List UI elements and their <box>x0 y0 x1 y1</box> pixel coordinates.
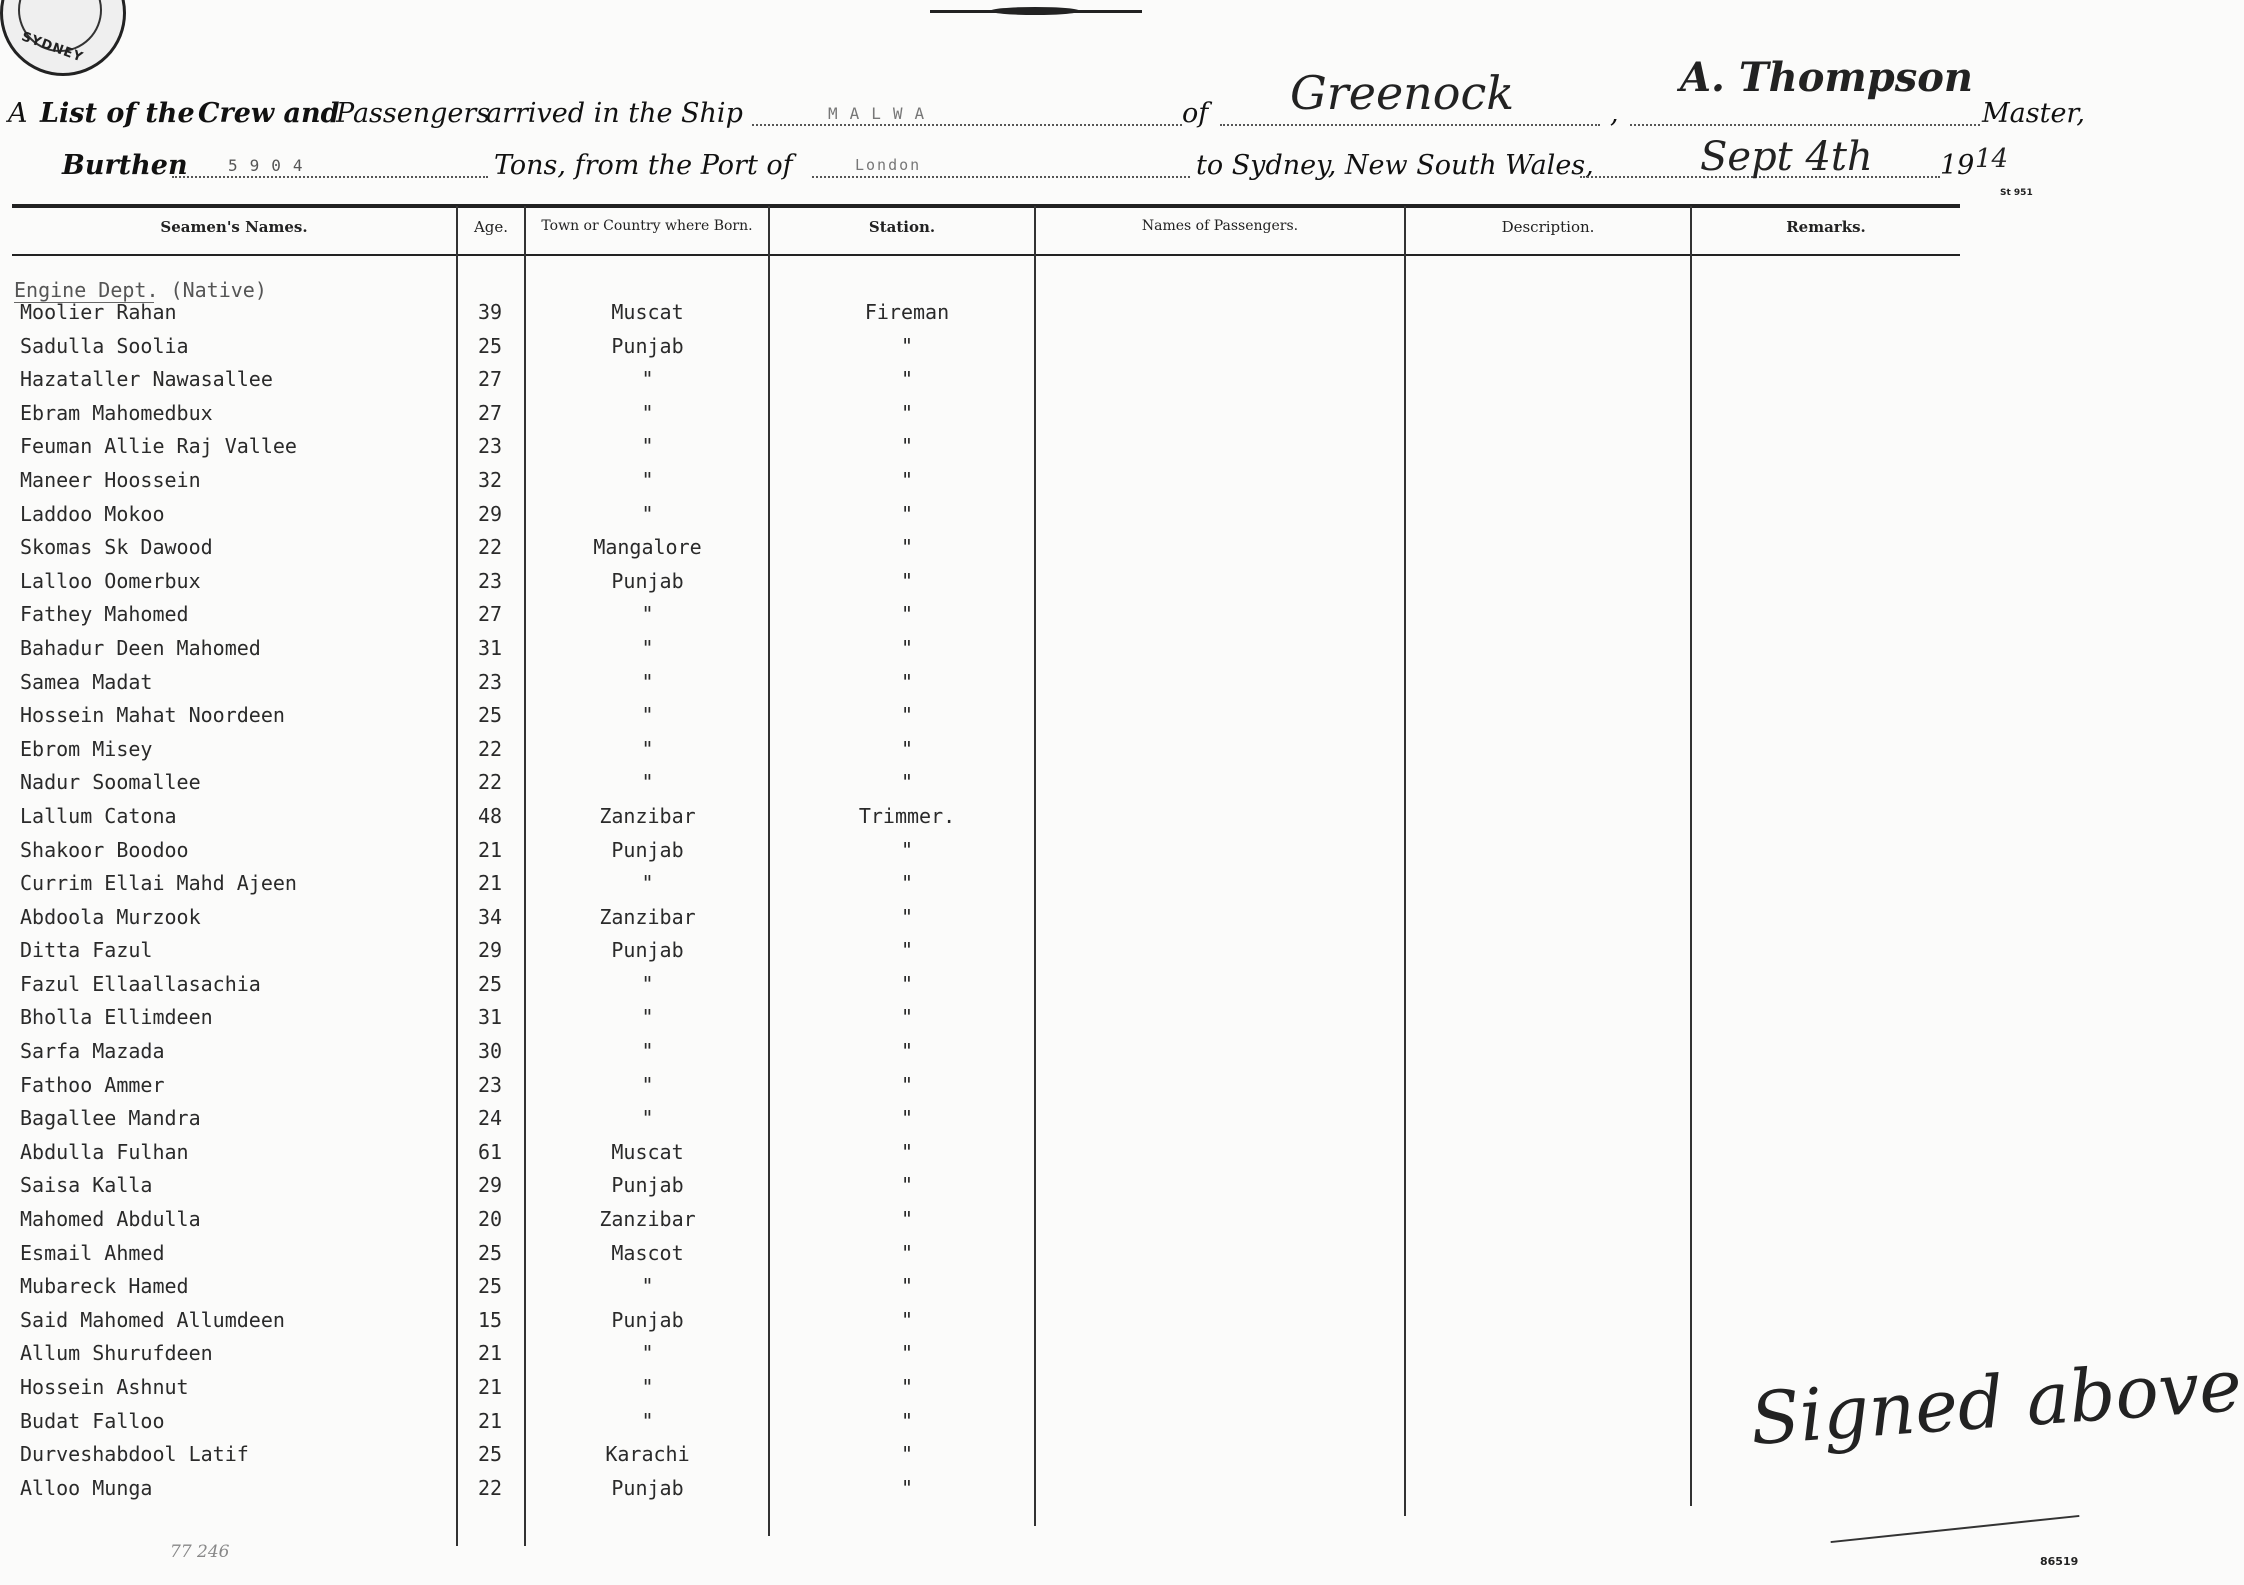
seaman-birthplace: " <box>641 669 654 694</box>
seaman-station: " <box>900 1240 914 1265</box>
table-row <box>0 670 1060 704</box>
table-top-rule <box>12 204 1960 208</box>
seaman-name: Saisa Kalla <box>20 1173 153 1198</box>
ship-name-line <box>752 124 1182 126</box>
seaman-name: Hazataller Nawasallee <box>20 367 273 392</box>
seaman-station: " <box>900 904 914 929</box>
from-port: London <box>855 156 922 174</box>
year-prefix: 19 <box>1940 150 1975 181</box>
seaman-station: " <box>900 1408 914 1433</box>
seaman-station: " <box>900 736 914 761</box>
header-description: Description. <box>1501 218 1595 236</box>
table-row <box>0 1241 1060 1275</box>
seaman-name: Ditta Fazul <box>20 938 153 963</box>
seaman-station: " <box>900 1274 914 1299</box>
seaman-birthplace: Zanzibar <box>599 803 696 828</box>
seaman-name: Currim Ellai Mahd Ajeen <box>20 871 297 896</box>
table-header-rule <box>12 254 1960 256</box>
table-row <box>0 1308 1060 1342</box>
seaman-age: 25 <box>477 333 503 358</box>
seaman-name: Ebram Mahomedbux <box>20 400 213 425</box>
pencil-note: 77 246 <box>170 1542 230 1562</box>
seaman-age: 23 <box>477 568 503 593</box>
table-row <box>0 367 1060 401</box>
seaman-birthplace: Punjab <box>611 333 684 358</box>
year-suffix: 14 <box>1975 144 2009 174</box>
seaman-station: " <box>900 1475 914 1500</box>
seaman-birthplace: " <box>641 1106 654 1131</box>
seaman-station: " <box>900 669 914 694</box>
seaman-name: Hossein Mahat Noordeen <box>20 703 285 728</box>
seaman-station: " <box>900 1442 914 1467</box>
seaman-age: 23 <box>477 1072 503 1097</box>
table-row <box>0 602 1060 636</box>
title-master: Master, <box>1982 98 2085 129</box>
seaman-age: 29 <box>477 501 503 526</box>
seaman-name: Laddoo Mokoo <box>20 501 165 526</box>
tons-from-label: Tons, from the Port of <box>494 150 793 181</box>
table-row <box>0 838 1060 872</box>
seaman-name: Bahadur Deen Mahomed <box>20 635 261 660</box>
seaman-name: Fathey Mahomed <box>20 602 189 627</box>
seaman-name: Said Mahomed Allumdeen <box>20 1307 285 1332</box>
seaman-name: Allum Shurufdeen <box>20 1341 213 1366</box>
seaman-station: " <box>900 871 914 896</box>
header-station: Station. <box>868 218 936 236</box>
table-row <box>0 1005 1060 1039</box>
table-row <box>0 535 1060 569</box>
signed-above-note: Signed above <box>1747 1342 2244 1462</box>
seaman-station: " <box>900 1005 914 1030</box>
table-row <box>0 1207 1060 1241</box>
seaman-station: " <box>900 602 914 627</box>
table-row <box>0 1341 1060 1375</box>
master-signature: A. Thompson <box>1680 54 1973 101</box>
table-row <box>0 636 1060 670</box>
table-row <box>0 569 1060 603</box>
seaman-name: Durveshabdool Latif <box>20 1442 249 1467</box>
seaman-name: Hossein Ashnut <box>20 1375 189 1399</box>
seaman-birthplace: Punjab <box>611 938 684 963</box>
title-list: List of the <box>40 98 195 129</box>
seaman-age: 21 <box>477 1375 503 1399</box>
seaman-age: 31 <box>477 635 503 660</box>
department-label: Engine Dept. (Native) <box>14 278 267 302</box>
seaman-birthplace: " <box>641 400 654 425</box>
seaman-station: " <box>900 1307 914 1332</box>
seaman-station: " <box>900 635 914 660</box>
header-seamen-names: Seamen's Names. <box>160 218 308 236</box>
title-crew: Crew and <box>198 98 340 129</box>
seaman-age: 23 <box>477 434 503 459</box>
seaman-station: " <box>900 568 914 593</box>
seaman-age: 27 <box>477 400 503 425</box>
seaman-name: Abdoola Murzook <box>20 904 201 929</box>
seaman-age: 27 <box>477 367 503 392</box>
table-row <box>0 1073 1060 1107</box>
seaman-age: 29 <box>477 1173 503 1198</box>
seaman-age: 23 <box>477 669 503 694</box>
seaman-name: Bholla Ellimdeen <box>20 1005 213 1030</box>
seaman-age: 21 <box>477 837 503 862</box>
seaman-age: 21 <box>477 1341 503 1366</box>
seaman-age: 21 <box>477 1408 503 1433</box>
seaman-name: Esmail Ahmed <box>20 1240 165 1265</box>
table-row <box>0 905 1060 939</box>
seaman-age: 48 <box>477 803 503 828</box>
form-number: St 951 <box>2000 188 2033 198</box>
seaman-birthplace: " <box>641 602 654 627</box>
seaman-station: " <box>900 467 914 492</box>
seaman-age: 22 <box>477 770 503 795</box>
title-passengers: Passengers <box>336 98 491 129</box>
table-row <box>0 703 1060 737</box>
seaman-birthplace: Punjab <box>611 1173 684 1198</box>
signed-underline <box>1831 1515 2080 1543</box>
seaman-age: 27 <box>477 602 503 627</box>
seaman-birthplace: " <box>641 1072 654 1097</box>
seaman-name: Alloo Munga <box>20 1475 153 1500</box>
table-row <box>0 1106 1060 1140</box>
seaman-age: 32 <box>477 467 503 492</box>
col-divider-5 <box>1404 206 1406 1516</box>
from-port-line <box>812 176 1190 178</box>
seaman-birthplace: " <box>641 736 654 761</box>
home-port: Greenock <box>1290 66 1515 120</box>
seaman-birthplace: " <box>641 971 654 996</box>
table-row <box>0 334 1060 368</box>
seaman-age: 21 <box>477 871 503 896</box>
seaman-name: Feuman Allie Raj Vallee <box>20 434 297 459</box>
seaman-birthplace: " <box>641 770 654 795</box>
seaman-birthplace: " <box>641 1408 654 1433</box>
seaman-birthplace: " <box>641 1039 654 1064</box>
seaman-name: Fazul Ellaallasachia <box>20 971 261 996</box>
seaman-age: 24 <box>477 1106 503 1131</box>
title-comma: , <box>1610 98 1619 129</box>
table-row <box>0 1039 1060 1073</box>
seaman-age: 25 <box>477 1240 503 1265</box>
table-row <box>0 1173 1060 1207</box>
seaman-age: 39 <box>477 300 503 324</box>
table-row <box>0 972 1060 1006</box>
seaman-station: " <box>900 1207 914 1232</box>
col-divider-6 <box>1690 206 1692 1506</box>
seaman-name: Ebrom Misey <box>20 736 153 761</box>
seaman-name: Mubareck Hamed <box>20 1274 189 1299</box>
table-row <box>0 300 1060 334</box>
seaman-birthplace: " <box>641 703 654 728</box>
seaman-station: " <box>900 1173 914 1198</box>
arrival-date: Sept 4th <box>1700 134 1873 180</box>
table-row <box>0 938 1060 972</box>
table-row <box>0 1442 1060 1476</box>
table-row <box>0 871 1060 905</box>
seaman-birthplace: Punjab <box>611 1475 684 1500</box>
seaman-birthplace: " <box>641 367 654 392</box>
table-row <box>0 468 1060 502</box>
table-row <box>0 1409 1060 1443</box>
seaman-birthplace: " <box>641 467 654 492</box>
seaman-name: Fathoo Ammer <box>20 1072 165 1097</box>
seaman-station: " <box>900 1341 914 1366</box>
seaman-age: 61 <box>477 1139 503 1164</box>
seaman-name: Budat Falloo <box>20 1408 165 1433</box>
seaman-age: 22 <box>477 1475 503 1500</box>
master-line <box>1630 124 1980 126</box>
seaman-station: " <box>900 1072 914 1097</box>
seaman-birthplace: Muscat <box>611 300 684 324</box>
crew-list <box>0 300 1060 1509</box>
seaman-name: Moolier Rahan <box>20 300 177 324</box>
seaman-birthplace: Zanzibar <box>599 1207 696 1232</box>
table-row <box>0 1274 1060 1308</box>
seaman-name: Mahomed Abdulla <box>20 1207 201 1232</box>
header-birthplace: Town or Country where Born. <box>541 218 753 234</box>
seaman-age: 34 <box>477 904 503 929</box>
table-row <box>0 434 1060 468</box>
table-row <box>0 770 1060 804</box>
seaman-name: Sadulla Soolia <box>20 333 189 358</box>
seaman-age: 25 <box>477 703 503 728</box>
seaman-station: " <box>900 434 914 459</box>
seaman-birthplace: " <box>641 1341 654 1366</box>
seaman-birthplace: Punjab <box>611 837 684 862</box>
seaman-station: " <box>900 1375 914 1399</box>
table-row <box>0 804 1060 838</box>
seaman-birthplace: " <box>641 434 654 459</box>
seaman-birthplace: Mangalore <box>593 535 702 560</box>
seaman-age: 31 <box>477 1005 503 1030</box>
seaman-station: " <box>900 1106 914 1131</box>
table-row <box>0 502 1060 536</box>
seaman-birthplace: " <box>641 1375 654 1399</box>
seaman-birthplace: Mascot <box>611 1240 684 1265</box>
seal-text: SYDNEY <box>19 29 86 66</box>
tonnage-line <box>172 176 488 178</box>
home-port-line <box>1220 124 1600 126</box>
destination-label: to Sydney, New South Wales, <box>1196 150 1594 181</box>
seaman-name: Bagallee Mandra <box>20 1106 201 1131</box>
seaman-station: " <box>900 367 914 392</box>
seaman-age: 22 <box>477 736 503 761</box>
seaman-name: Shakoor Boodoo <box>20 837 189 862</box>
seaman-birthplace: " <box>641 1005 654 1030</box>
seaman-age: 29 <box>477 938 503 963</box>
seaman-birthplace: Muscat <box>611 1139 684 1164</box>
seaman-name: Lallum Catona <box>20 803 177 828</box>
seaman-birthplace: Karachi <box>605 1442 690 1467</box>
seaman-age: 30 <box>477 1039 503 1064</box>
seaman-station: " <box>900 837 914 862</box>
table-row <box>0 737 1060 771</box>
top-ornament-center <box>990 7 1080 15</box>
seaman-birthplace: " <box>641 635 654 660</box>
seaman-station: " <box>900 703 914 728</box>
reference-number: 86519 <box>2040 1555 2079 1568</box>
seaman-station: " <box>900 333 914 358</box>
burthen-label: Burthen <box>62 150 188 181</box>
seaman-station: " <box>900 535 914 560</box>
header-remarks: Remarks. <box>1786 218 1866 236</box>
seaman-station: " <box>900 770 914 795</box>
seaman-birthplace: Punjab <box>611 1307 684 1332</box>
seaman-birthplace: Punjab <box>611 568 684 593</box>
seaman-birthplace: Zanzibar <box>599 904 696 929</box>
ship-name: MALWA <box>828 104 937 123</box>
seaman-name: Skomas Sk Dawood <box>20 535 213 560</box>
seaman-station: " <box>900 400 914 425</box>
seaman-station: " <box>900 971 914 996</box>
seaman-age: 20 <box>477 1207 503 1232</box>
seaman-age: 25 <box>477 971 503 996</box>
seaman-name: Samea Madat <box>20 669 153 694</box>
seaman-station: " <box>900 938 914 963</box>
table-row <box>0 1375 1060 1409</box>
seaman-station: Trimmer. <box>858 803 956 828</box>
table-row <box>0 1476 1060 1510</box>
seaman-station: " <box>900 501 914 526</box>
seaman-age: 15 <box>477 1307 503 1332</box>
seaman-name: Lalloo Oomerbux <box>20 568 201 593</box>
header-age: Age. <box>473 218 509 236</box>
seaman-birthplace: " <box>641 1274 654 1299</box>
seaman-birthplace: " <box>641 871 654 896</box>
seaman-station: " <box>900 1039 914 1064</box>
seaman-name: Abdulla Fulhan <box>20 1139 189 1164</box>
table-row <box>0 401 1060 435</box>
seaman-name: Maneer Hoossein <box>20 467 201 492</box>
table-row <box>0 1140 1060 1174</box>
seaman-station: " <box>900 1139 914 1164</box>
seaman-age: 22 <box>477 535 503 560</box>
seaman-age: 25 <box>477 1442 503 1467</box>
seaman-birthplace: " <box>641 501 654 526</box>
seaman-name: Nadur Soomallee <box>20 770 201 795</box>
seaman-age: 25 <box>477 1274 503 1299</box>
seaman-station: Fireman <box>864 300 950 324</box>
title-of: of <box>1182 98 1209 129</box>
title-prefix: A <box>8 98 28 129</box>
header-passenger-names: Names of Passengers. <box>1141 218 1299 234</box>
title-arrived: arrived in the Ship <box>486 98 743 129</box>
seaman-name: Sarfa Mazada <box>20 1039 165 1064</box>
tonnage: 5904 <box>228 156 315 175</box>
